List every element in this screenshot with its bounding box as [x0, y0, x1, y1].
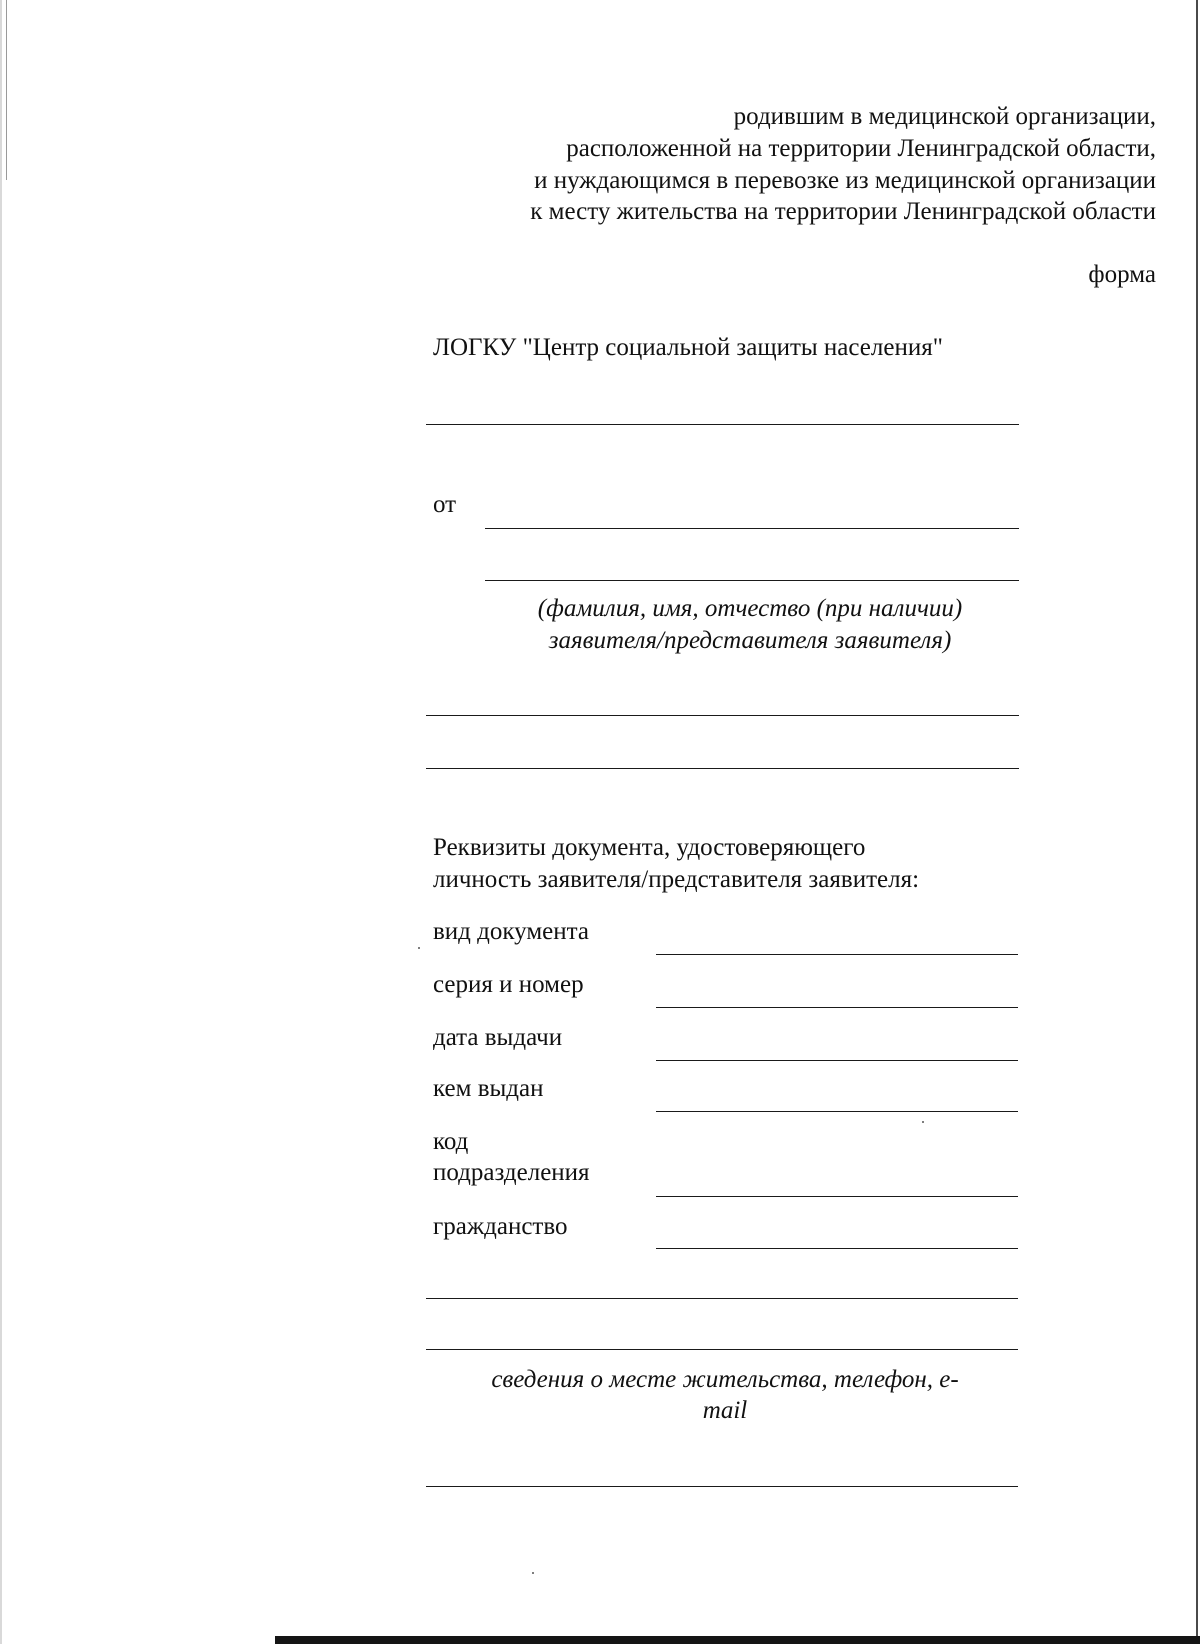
series-number-field[interactable]	[656, 1007, 1018, 1008]
header-line-3: и нуждающимся в перевозке из медицинской организации	[534, 167, 1156, 194]
recipient-extra-field[interactable]	[426, 424, 1019, 425]
scan-speck	[922, 1121, 924, 1123]
scan-edge-left	[0, 0, 2, 1644]
header-line-2: расположенной на территории Ленинградской области,	[566, 135, 1156, 162]
contacts-field-3[interactable]	[426, 1486, 1018, 1487]
applicant-name-field-1[interactable]	[485, 528, 1019, 529]
department-code-field[interactable]	[656, 1196, 1018, 1197]
id-document-heading-2: личность заявителя/представителя заявителя:	[433, 866, 920, 893]
recipient-organization: ЛОГКУ "Центр социальной защиты населения"	[433, 334, 943, 361]
scan-edge-bottom	[275, 1636, 1200, 1644]
contacts-hint-1: сведения о месте жительства, телефон, e-	[491, 1366, 959, 1393]
applicant-extra-field-2[interactable]	[426, 768, 1019, 769]
id-field-label: вид документа	[433, 918, 589, 945]
from-label: от	[433, 491, 457, 518]
applicant-name-field-2[interactable]	[485, 580, 1019, 581]
applicant-name-hint-1: (фамилия, имя, отчество (при наличии)	[537, 595, 963, 622]
document-type-field[interactable]	[656, 954, 1018, 955]
id-field-label: код	[433, 1128, 469, 1155]
id-field-label: кем выдан	[433, 1075, 544, 1102]
issued-by-field[interactable]	[656, 1111, 1018, 1112]
issue-date-field[interactable]	[656, 1060, 1018, 1061]
id-field-label: подразделения	[433, 1159, 590, 1186]
scan-speck	[418, 947, 420, 949]
id-document-heading-1: Реквизиты документа, удостоверяющего	[433, 834, 866, 861]
applicant-name-hint-2: заявителя/представителя заявителя)	[548, 627, 952, 654]
scan-edge-right	[1196, 0, 1198, 1644]
contacts-hint-2: mail	[702, 1397, 748, 1424]
id-field-label: дата выдачи	[433, 1024, 563, 1051]
contacts-field-1[interactable]	[426, 1298, 1018, 1299]
header-line-1: родившим в медицинской организации,	[733, 103, 1156, 130]
form-label: форма	[1088, 261, 1156, 288]
scan-speck	[532, 1572, 534, 1574]
header-line-4: к месту жительства на территории Ленинградской области	[530, 198, 1156, 225]
applicant-extra-field-1[interactable]	[426, 715, 1019, 716]
contacts-field-2[interactable]	[426, 1349, 1018, 1350]
id-field-label: гражданство	[433, 1213, 568, 1240]
citizenship-field[interactable]	[656, 1248, 1018, 1249]
scan-edge-mark	[6, 0, 7, 180]
id-field-label: серия и номер	[433, 971, 584, 998]
